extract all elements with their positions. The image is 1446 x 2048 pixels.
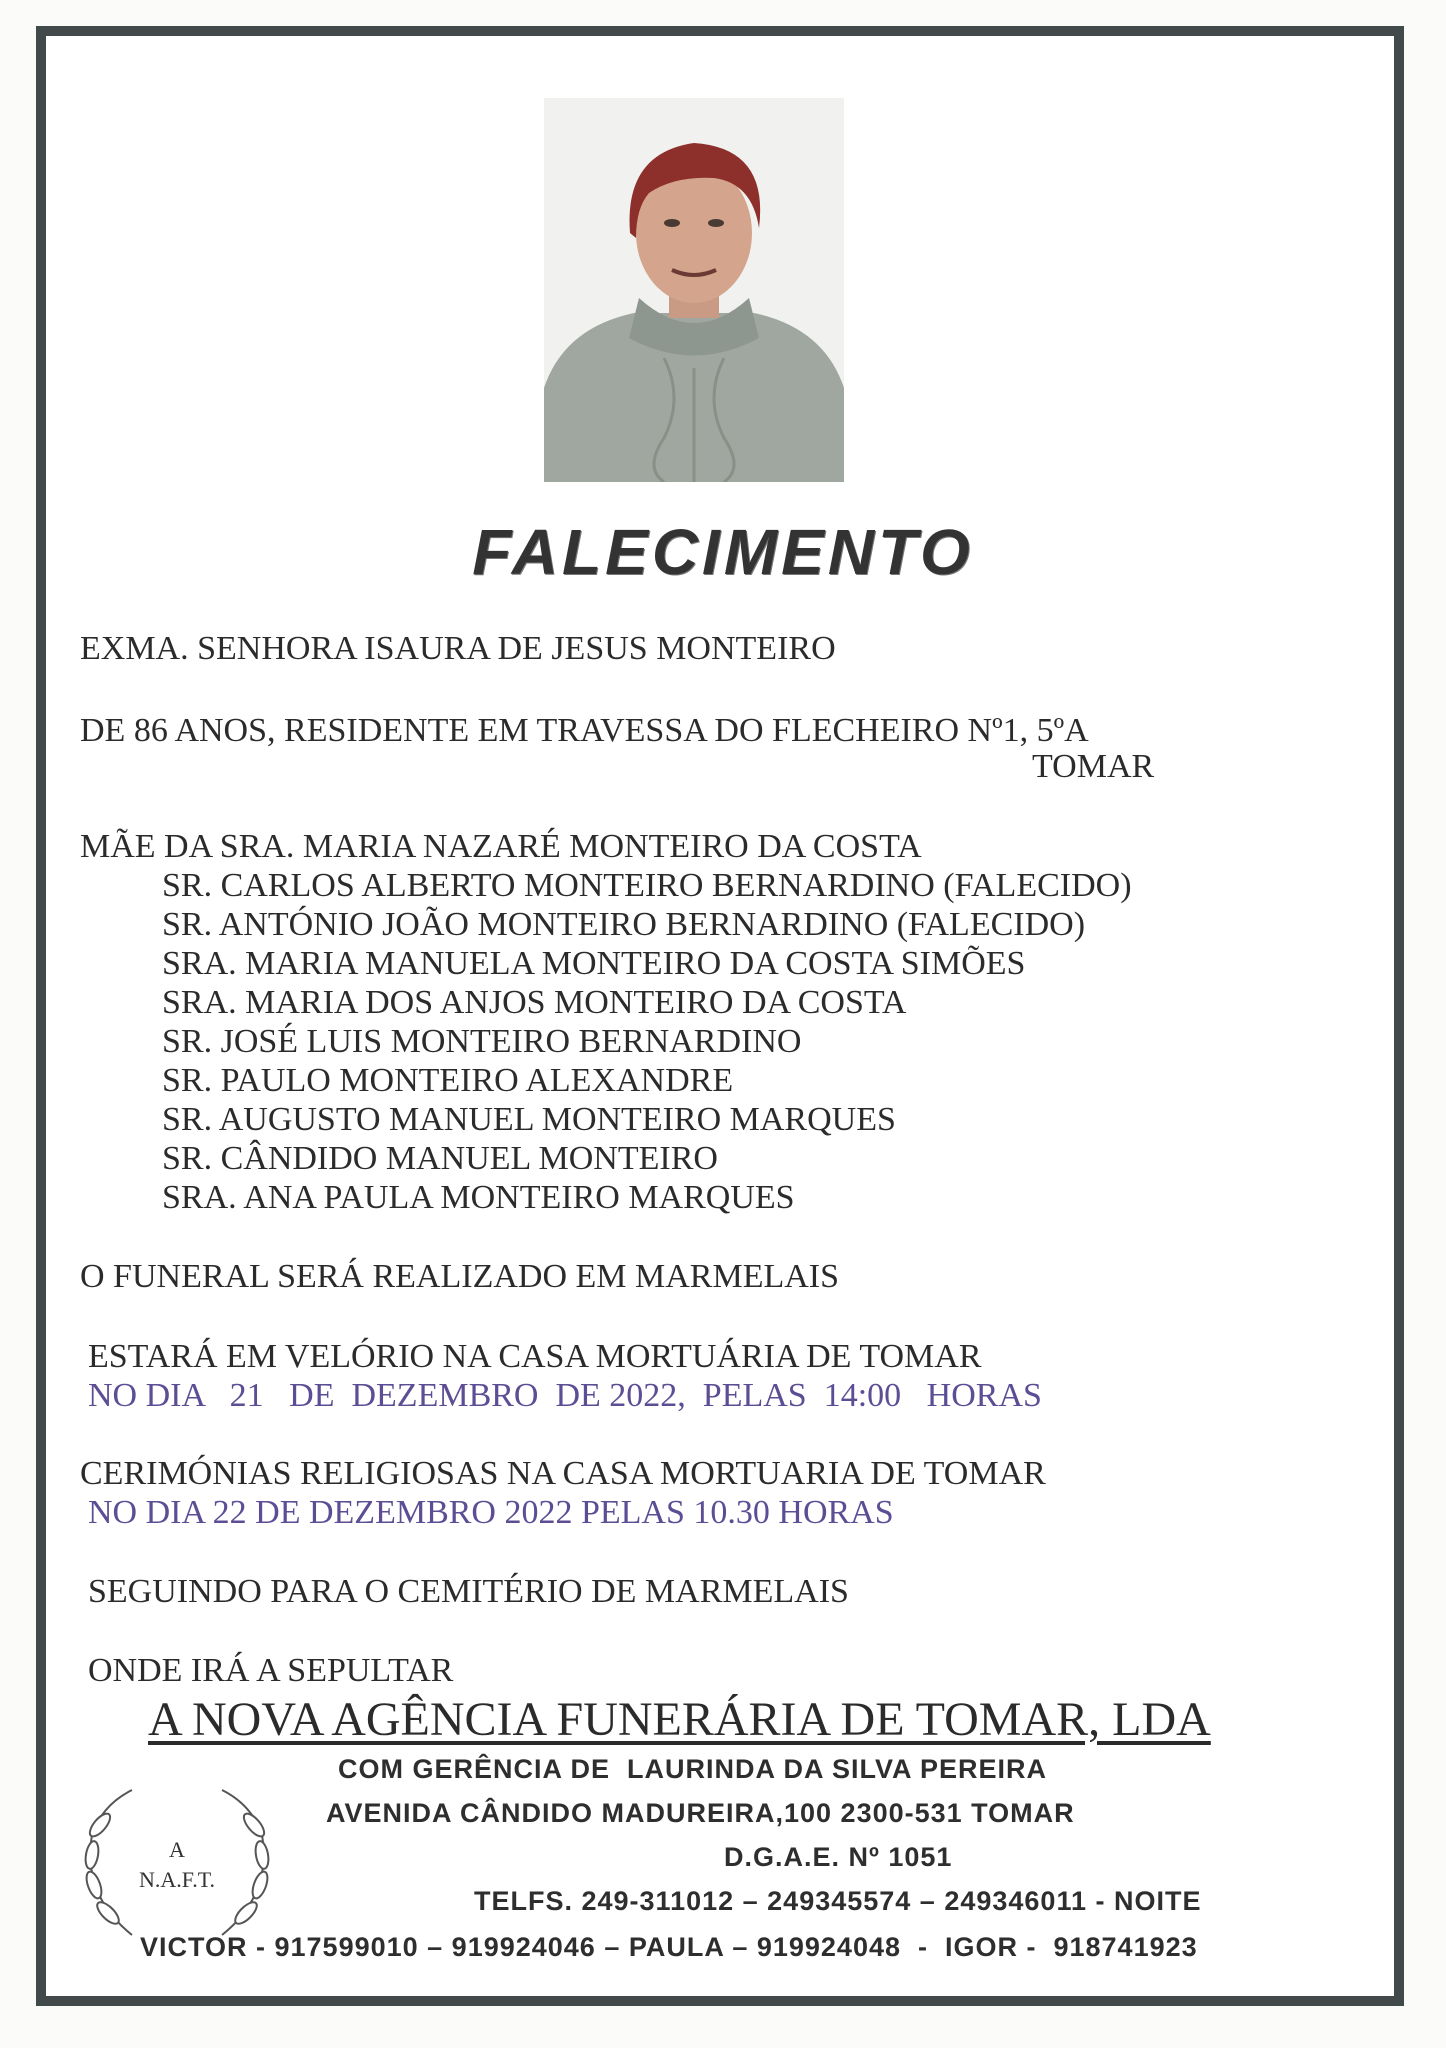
ceremony-datetime: NO DIA 22 DE DEZEMBRO 2022 PELAS 10.30 HORAS	[88, 1494, 894, 1531]
following-line: SEGUINDO PARA O CEMITÉRIO DE MARMELAIS	[88, 1573, 849, 1610]
relative-line: SR. JOSÉ LUIS MONTEIRO BERNARDINO	[162, 1023, 802, 1060]
notice-title: FALECIMENTO	[472, 516, 974, 588]
age-residence: DE 86 ANOS, RESIDENTE EM TRAVESSA DO FLECHEIRO Nº1, 5ºA	[80, 712, 1089, 749]
agency-name: A NOVA AGÊNCIA FUNERÁRIA DE TOMAR, LDA	[148, 1693, 1211, 1746]
burial-line: ONDE IRÁ A SEPULTAR	[88, 1652, 454, 1689]
deceased-name: EXMA. SENHORA ISAURA DE JESUS MONTEIRO	[80, 630, 836, 667]
agency-license: D.G.A.E. Nº 1051	[724, 1842, 953, 1872]
relative-line: SR. CÂNDIDO MANUEL MONTEIRO	[162, 1140, 718, 1177]
relative-line: SR. ANTÓNIO JOÃO MONTEIRO BERNARDINO (FALECIDO)	[162, 906, 1086, 943]
agency-management: COM GERÊNCIA DE LAURINDA DA SILVA PEREIRA	[338, 1754, 1048, 1784]
relative-line: SR. CARLOS ALBERTO MONTEIRO BERNARDINO (FALECIDO)	[162, 867, 1132, 904]
portrait-photo	[544, 98, 844, 482]
relative-line: SRA. MARIA MANUELA MONTEIRO DA COSTA SIMÕES	[162, 945, 1026, 982]
logo-text: N.A.F.T.	[138, 1867, 216, 1892]
funeral-place: O FUNERAL SERÁ REALIZADO EM MARMELAIS	[80, 1258, 840, 1295]
naft-logo	[72, 1775, 282, 1955]
city: TOMAR	[1032, 748, 1155, 785]
agency-night-phones: VICTOR - 917599010 – 919924046 – PAULA – 919924048 - IGOR - 918741923	[140, 1932, 1198, 1962]
wake-datetime: NO DIA 21 DE DEZEMBRO DE 2022, PELAS 14:00 HORAS	[88, 1377, 1042, 1414]
relative-line: SR. AUGUSTO MANUEL MONTEIRO MARQUES	[162, 1101, 896, 1138]
ceremony-location: CERIMÓNIAS RELIGIOSAS NA CASA MORTUARIA DE TOMAR	[80, 1455, 1046, 1492]
relative-line: MÃE DA SRA. MARIA NAZARÉ MONTEIRO DA COSTA	[80, 828, 922, 865]
relative-line: SRA. ANA PAULA MONTEIRO MARQUES	[162, 1179, 795, 1216]
wake-location: ESTARÁ EM VELÓRIO NA CASA MORTUÁRIA DE TOMAR	[88, 1338, 982, 1375]
agency-phones: TELFS. 249-311012 – 249345574 – 249346011 - NOITE	[474, 1886, 1202, 1916]
relative-line: SRA. MARIA DOS ANJOS MONTEIRO DA COSTA	[162, 984, 907, 1021]
logo-letter: A	[169, 1837, 185, 1862]
relative-line: SR. PAULO MONTEIRO ALEXANDRE	[162, 1062, 734, 1099]
agency-address: AVENIDA CÂNDIDO MADUREIRA,100 2300-531 TOMAR	[326, 1798, 1075, 1828]
